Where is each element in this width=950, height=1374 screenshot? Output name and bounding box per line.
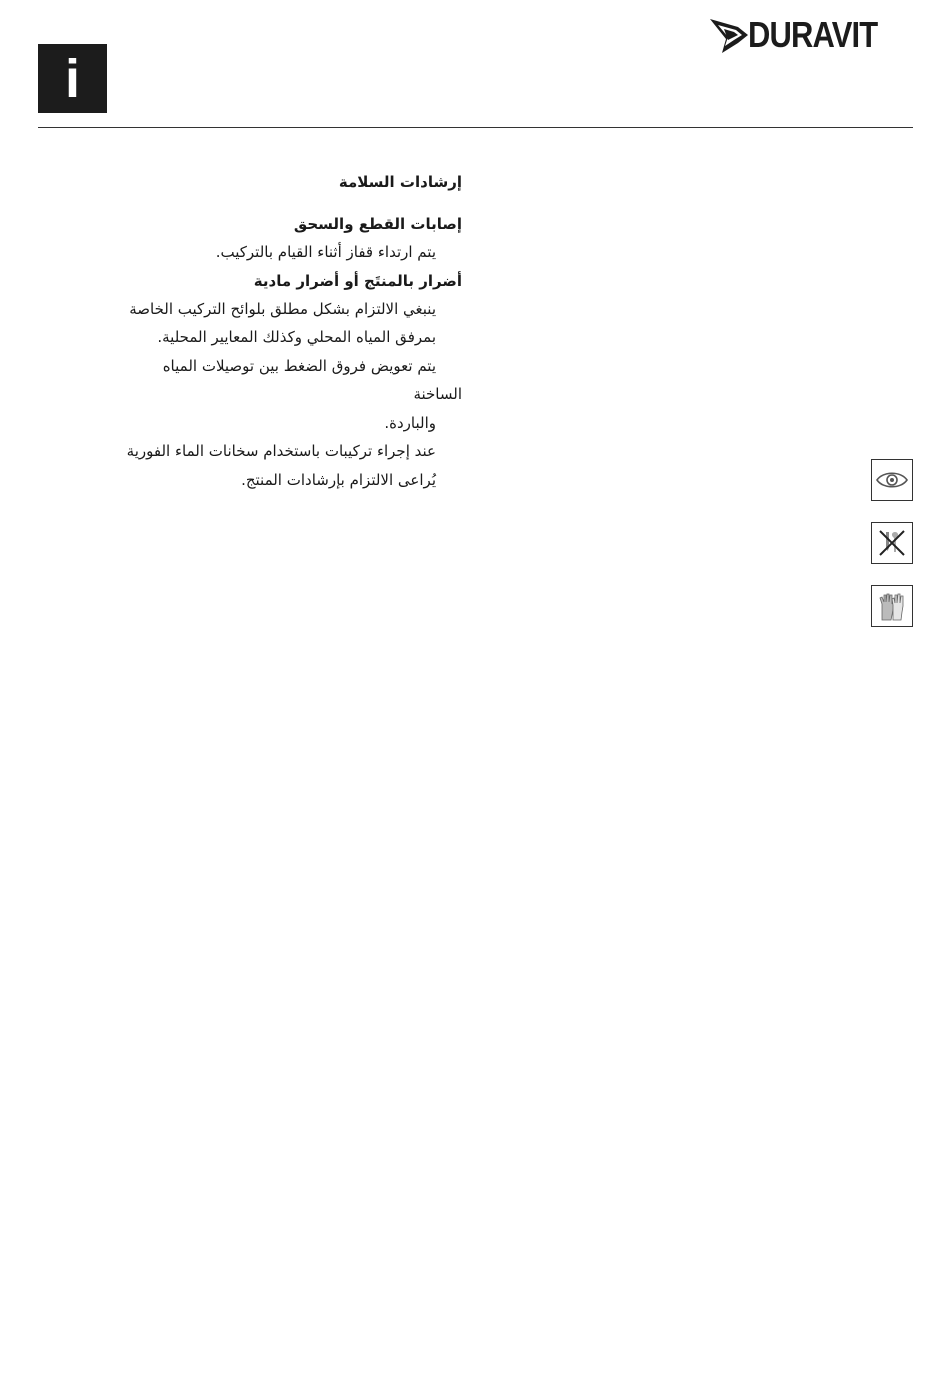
paragraph-line: الساخنة	[413, 385, 462, 403]
paragraph-line: والباردة.	[384, 413, 436, 432]
paragraph-line: يتم تعويض فروق الضغط بين توصيلات المياه	[162, 356, 436, 375]
side-icons	[871, 459, 913, 648]
paragraph-line: بمرفق المياه المحلي وكذلك المعايير المحلية.	[157, 328, 436, 346]
duravit-bird-icon	[708, 13, 752, 57]
eye-icon	[871, 459, 913, 501]
heading-product-damage: أضرار بالمنتَج أو أضرار مادية	[253, 271, 462, 290]
duravit-logo	[708, 12, 914, 58]
paragraph-line: ينبغي الالتزام بشكل مطلق بلوائح التركيب الخاصة	[129, 299, 436, 318]
brand-name: DURAVIT	[748, 14, 878, 55]
paragraph-line: عند إجراء تركيبات باستخدام سخانات الماء الفورية	[126, 442, 436, 460]
gloves-icon	[871, 585, 913, 627]
no-tools-icon	[871, 522, 913, 564]
paragraph-line: يتم ارتداء قفاز أثناء القيام بالتركيب.	[215, 243, 436, 261]
info-icon	[38, 44, 107, 113]
safety-instructions	[40, 168, 462, 494]
header-divider	[38, 127, 913, 128]
info-symbol: i	[64, 48, 80, 109]
paragraph-line: يُراعى الالتزام بإرشادات المنتج.	[241, 470, 436, 489]
section-title: إرشادات السلامة	[338, 173, 462, 191]
heading-cut-injuries: إصابات القطع والسحق	[293, 215, 462, 233]
